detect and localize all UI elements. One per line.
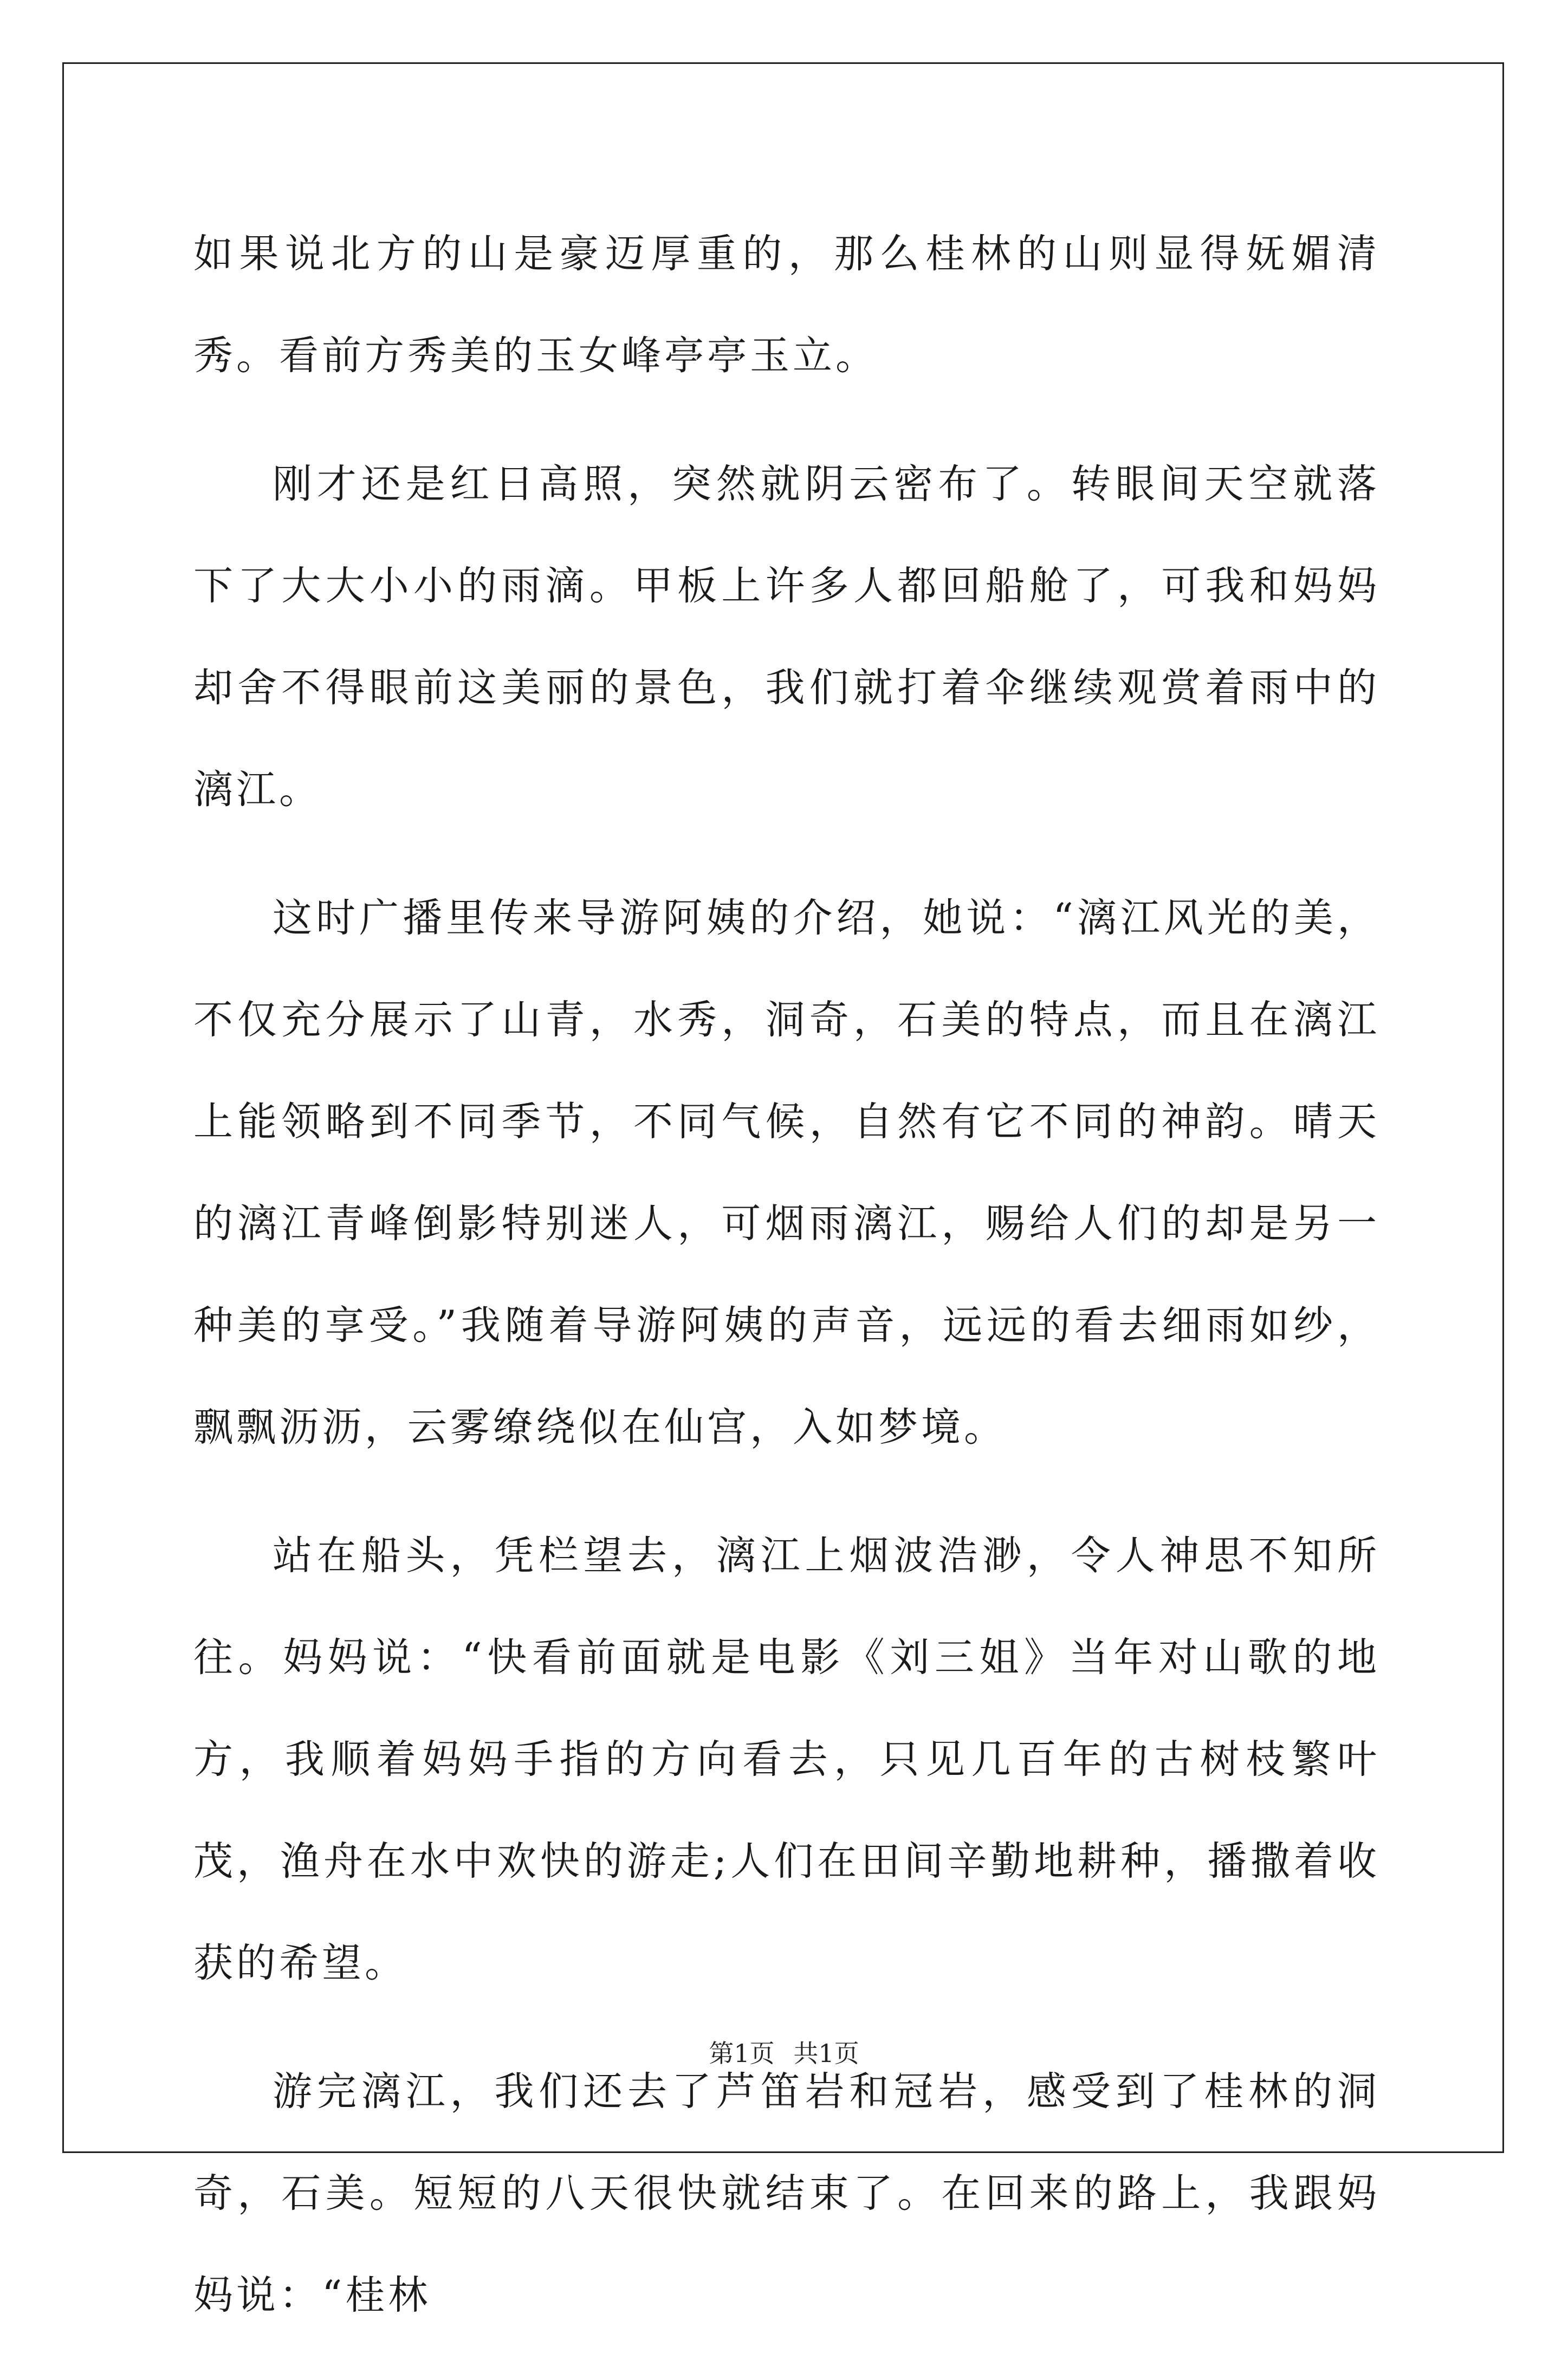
paragraph-1: 如果说北方的山是豪迈厚重的，那么桂林的山则显得妩媚清秀。看前方秀美的玉女峰亭亭玉立。 — [193, 231, 1380, 379]
paragraph-4: 站在船头，凭栏望去，漓江上烟波浩渺，令人神思不知所往。妈妈说：“快看前面就是电影《刘三姐》当年对山歌的地方，我顺着妈妈手指的方向看去，只见几百年的古树枝繁叶茂，渔舟在水中欢快的游走;人们在田间辛勤地耕种，播撒着收获的希望。 — [193, 1533, 1380, 1986]
page-footer — [0, 2037, 1568, 2070]
paragraph-5: 游完漓江，我们还去了芦笛岩和冠岩，感受到了桂林的洞奇，石美。短短的八天很快就结束了。在回来的路上，我跟妈妈说：“桂林 — [193, 2069, 1380, 2318]
page-number-current: 第1页 — [709, 2039, 775, 2068]
paragraph-2: 刚才还是红日高照，突然就阴云密布了。转眼间天空就落下了大大小小的雨滴。甲板上许多人都回船舱了，可我和妈妈却舍不得眼前这美丽的景色，我们就打着伞继续观赏着雨中的漓江。 — [193, 461, 1380, 813]
paragraph-3: 这时广播里传来导游阿姨的介绍，她说：“漓江风光的美，不仅充分展示了山青，水秀，洞奇，石美的特点，而且在漓江上能领略到不同季节，不同气候，自然有它不同的神韵。晴天的漓江青峰倒影特别迷人，可烟雨漓江，赐给人们的却是另一种美的享受。”我随着导游阿姨的声音，远远的看去细雨如纱，飘飘沥沥，云雾缭绕似在仙宫，入如梦境。 — [193, 895, 1380, 1450]
page-number-total: 共1页 — [793, 2039, 859, 2068]
